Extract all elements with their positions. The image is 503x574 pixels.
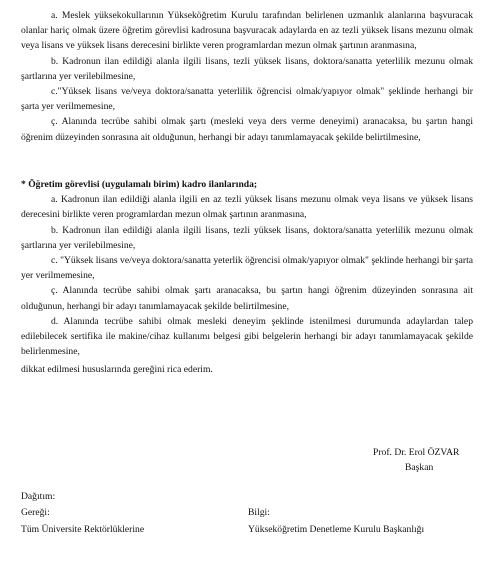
section-2-heading: * Öğretim görevlisi (uygulamalı birim) kadro ilanlarında;	[21, 179, 258, 190]
paragraph-2e: d. Alanında tecrübe sahibi olmak mesleki deneyim şeklinde istenilmesi durumunda adaylardan talep edilebilecek sertifika ile makine/cihaz kullanımı belgesi gibi belgelerin herhangi bir adayı tanımlamayacak şekilde belirlenmesine,	[21, 315, 473, 358]
distribution-label: Dağıtım:	[21, 491, 56, 502]
paragraph-2b: b. Kadronun ilan edildiği alanla ilgili lisans, tezli yüksek lisans, doktora/sanatta yeterlilik mezunu olmak şartlarına yer verilebilmesine,	[21, 224, 473, 251]
signatory-name: Prof. Dr. Erol ÖZVAR	[373, 447, 460, 458]
signatory-title: Başkan	[405, 462, 434, 474]
bilgi-recipient: Yükseköğretim Denetleme Kurulu Başkanlığı	[248, 524, 425, 535]
bilgi-label: Bilgi:	[248, 507, 270, 518]
gereg-recipient: Tüm Üniversite Rektörlüklerine	[21, 524, 145, 535]
paragraph-1b: b. Kadronun ilan edildiği alanla ilgili lisans, tezli yüksek lisans, doktora/sanatta yeterlilik mezunu olmak şartlarına yer verilebilmesine,	[21, 55, 473, 82]
paragraph-2d: ç. Alanında tecrübe sahibi olmak şartı aranacaksa, bu şartın hangi öğrenim düzeyinden sonrasına ait olduğunun, herhangi bir adayı tanımlamayacak şekilde belirtilmesine,	[21, 285, 473, 312]
closing-block	[21, 362, 473, 377]
section-2	[21, 177, 473, 359]
paragraph-1c: c."Yüksek lisans ve/veya doktora/sanatta yeterlilik öğrencisi olmak/yapıyor olmak" şeklinde herhangi bir şarta yer verilmemesine,	[21, 86, 473, 113]
signature-block	[373, 445, 483, 475]
paragraph-1d: ç. Alanında tecrübe sahibi olmak şartı (mesleki veya ders verme deneyimi) aranacaksa, bu şartın hangi öğrenim düzeyinden sonrasına ait olduğunun, herhangi bir adayı tanımlamayacak şekilde belirtilmesine,	[21, 116, 473, 143]
paragraph-1a: a. Meslek yüksekokullarının Yükseköğretim Kurulu tarafından belirlenen uzmanlık alanlarına başvuracak olanlar hariç olmak üzere öğretim görevlisi kadrosuna başvuracak adaylarda en az tezli yüksek lisans mezunu olmak veya lisans ve yüksek lisans derecesini birlikte veren programlardan mezun olmak şartının aranmasına,	[21, 10, 473, 52]
section-1	[21, 8, 473, 145]
closing-sentence: dikkat edilmesi hususlarında gereğini rica ederim.	[21, 364, 213, 375]
paragraph-2c: c. "Yüksek lisans ve/veya doktora/sanatta yeterlik öğrencisi olmak/yapıyor olmak" şeklinde herhangi bir şarta yer verilmemesine,	[21, 255, 473, 282]
gereg-label: Gereği:	[21, 507, 50, 518]
paragraph-2a: a. Kadronun ilan edildiği alanla ilgili en az tezli yüksek lisans mezunu olmak veya lisans ve yüksek lisans derecesini birlikte veren programlardan mezun olmak şartının aranmasına,	[21, 194, 473, 221]
